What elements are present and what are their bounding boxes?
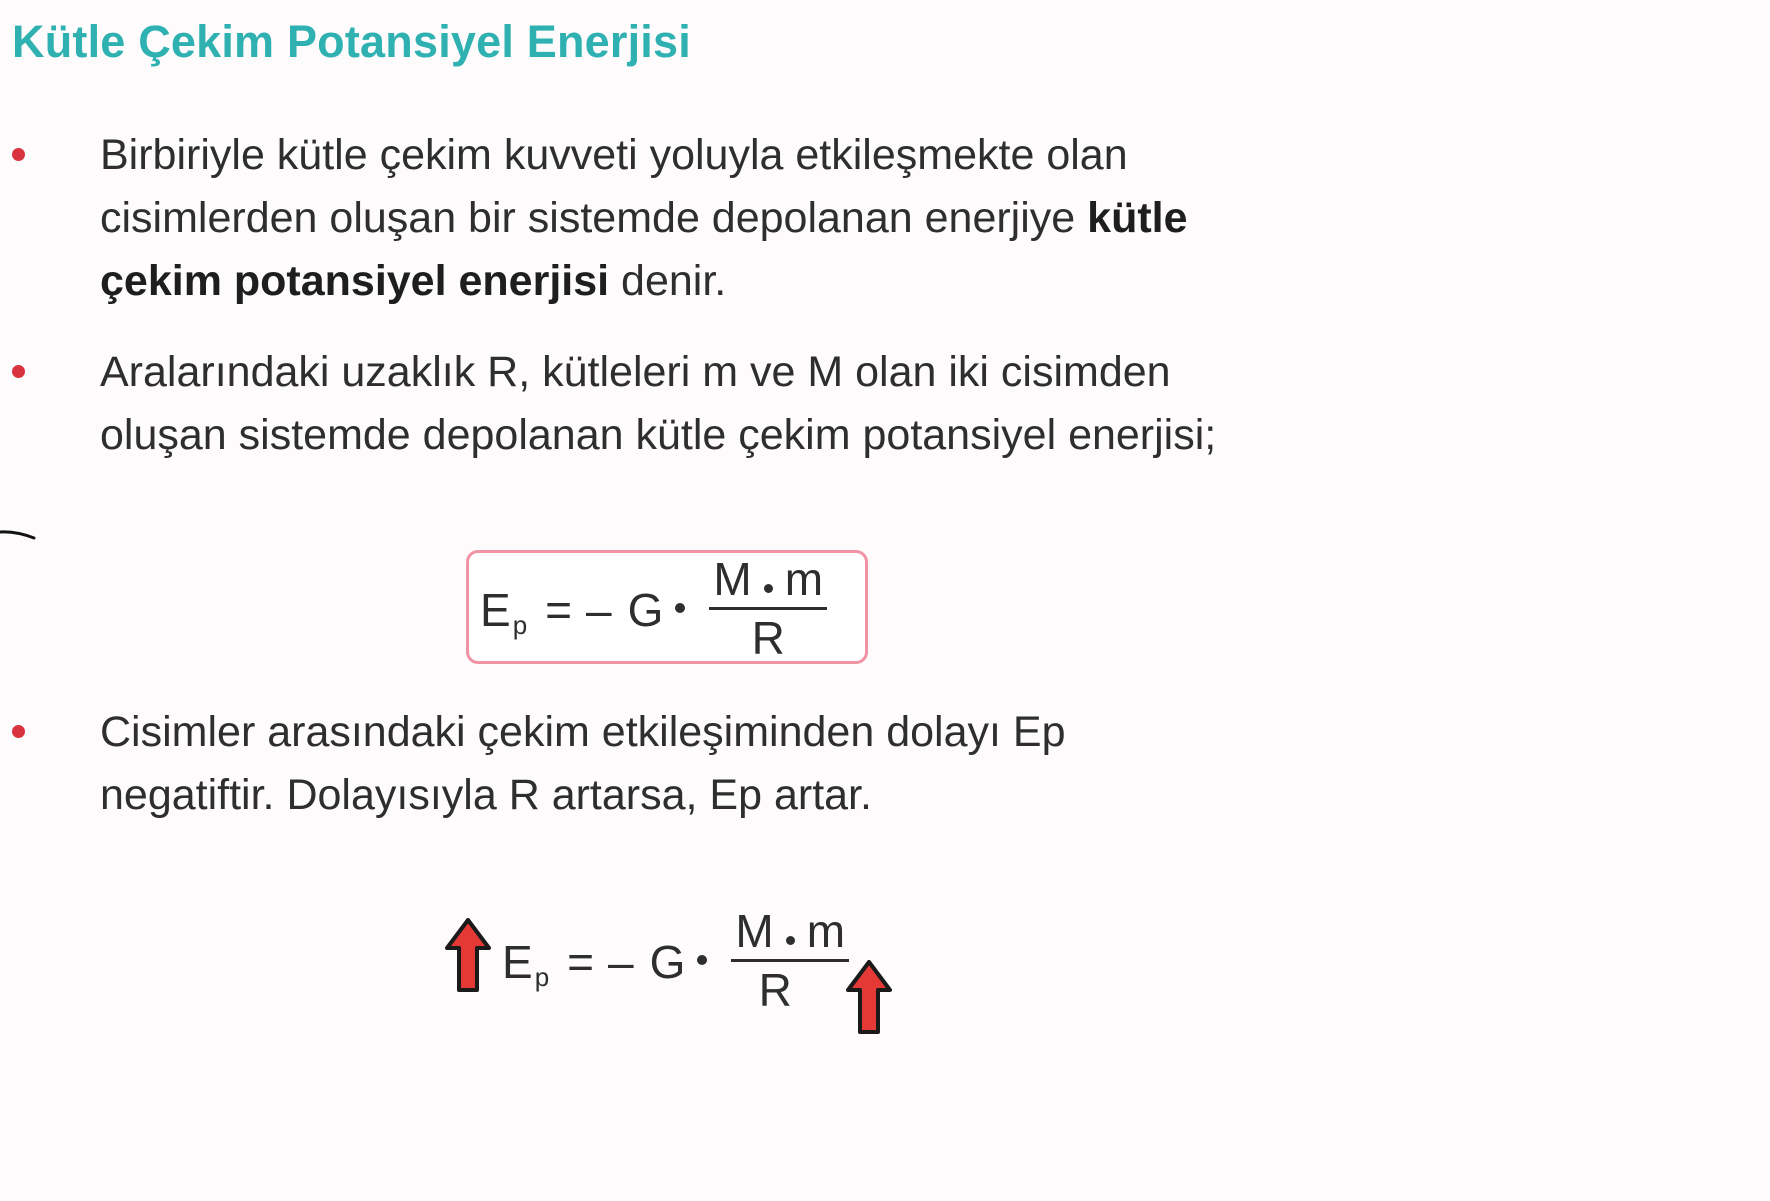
paragraph-line: oluşan sistemde depolanan kütle çekim potansiyel enerjisi;: [100, 411, 1217, 459]
formula-numerator: M m: [709, 553, 827, 610]
formula-denominator: R: [751, 612, 785, 664]
formula-E: E: [502, 935, 533, 988]
formula-numerator: M m: [731, 905, 849, 962]
formula-main: [480, 553, 827, 666]
paragraph-line: Cisimler arasındaki çekim etkileşiminden dolayı Ep: [100, 708, 1066, 756]
formula-E: E: [480, 583, 511, 636]
formula-dot: [697, 955, 707, 965]
up-arrow-icon: [444, 918, 492, 994]
text-bold: kütle: [1087, 194, 1188, 242]
formula-G: G: [627, 583, 664, 636]
formula-dot: [675, 603, 685, 613]
formula-minus: –: [586, 583, 612, 636]
bullet-dot-1: [12, 148, 25, 161]
formula-annotated: [502, 905, 849, 1018]
formula-denominator: R: [758, 964, 792, 1016]
paragraph-line: negatiftir. Dolayısıyla R artarsa, Ep artar.: [100, 771, 872, 819]
formula-equals: =: [567, 935, 595, 988]
numerator-dot: [786, 936, 795, 945]
numerator-dot: [764, 584, 773, 593]
paragraph-line: Birbiriyle kütle çekim kuvveti yoluyla etkileşmekte olan: [100, 131, 1128, 179]
text-normal: cisimlerden oluşan bir sistemde depolanan enerjiye: [100, 194, 1088, 242]
formula-G: G: [649, 935, 686, 988]
paragraph-line: [100, 187, 1340, 250]
bullet-dot-3: [12, 725, 25, 738]
up-arrow-icon: [845, 960, 893, 1036]
text-bold: çekim potansiyel enerjisi: [100, 257, 610, 305]
paragraph-system: [100, 341, 1340, 467]
paragraph-definition: [100, 124, 1340, 313]
formula-fraction: [731, 905, 849, 1018]
pen-stroke: [0, 524, 40, 544]
formula-fraction: [709, 553, 827, 666]
formula-subscript: p: [512, 610, 528, 640]
formula-subscript: p: [534, 962, 550, 992]
formula-minus: –: [608, 935, 634, 988]
page-title: Kütle Çekim Potansiyel Enerjisi: [12, 16, 691, 67]
paragraph-line: [100, 250, 1340, 313]
bullet-dot-2: [12, 365, 25, 378]
text-normal: denir.: [609, 257, 727, 305]
paragraph-line: Aralarındaki uzaklık R, kütleleri m ve M olan iki cisimden: [100, 348, 1171, 396]
formula-equals: =: [545, 583, 573, 636]
paragraph-conclusion: [100, 701, 1340, 827]
